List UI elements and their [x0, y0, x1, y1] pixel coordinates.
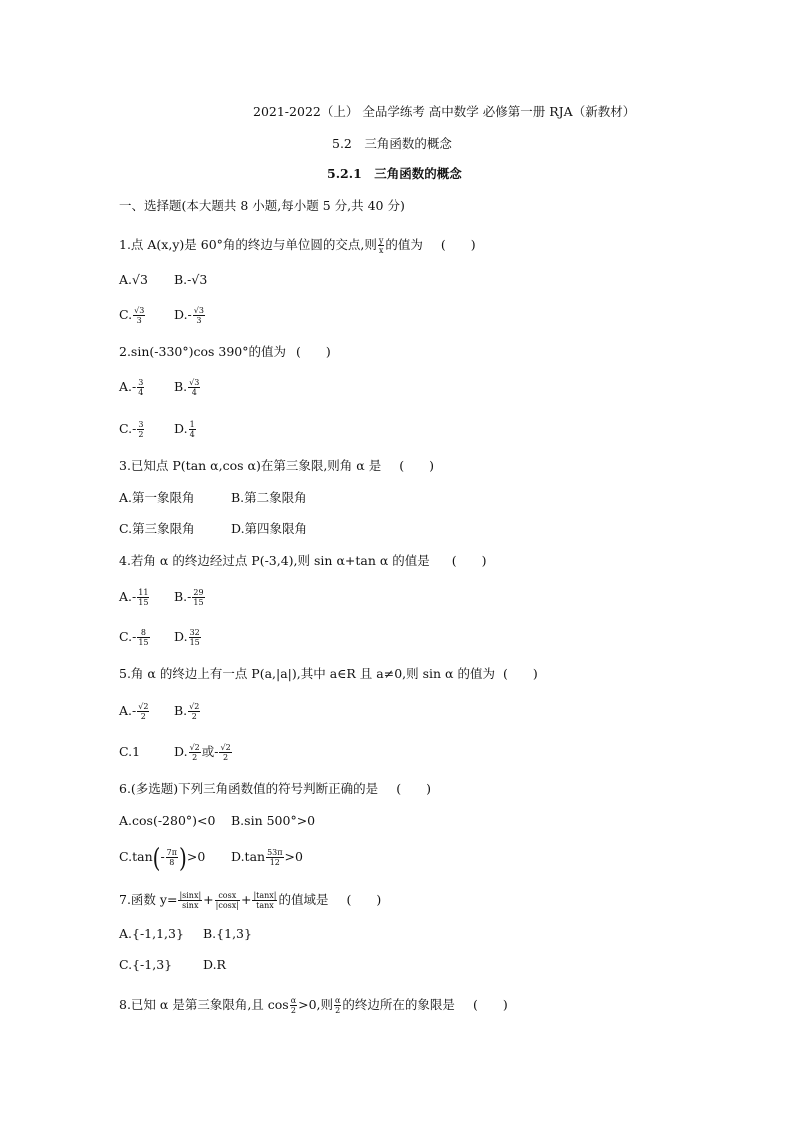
- q4-c-prefix: C.-: [119, 629, 137, 644]
- q7-plus-1: +: [203, 892, 214, 907]
- q5-a-num: √2: [138, 702, 149, 711]
- q4-option-c: [119, 628, 174, 647]
- q7-option-c: C.{-1,3}: [119, 957, 173, 972]
- q4-c-num: 8: [137, 628, 149, 638]
- q5-a-fraction: [137, 702, 149, 721]
- part-title: 一、选择题(本大题共 8 小题,每小题 5 分,共 40 分): [119, 198, 405, 213]
- section-heading: 5.2 三角函数的概念: [332, 136, 452, 151]
- q2-a-prefix: A.-: [119, 379, 137, 394]
- q1-d-num: √3: [193, 306, 204, 315]
- question-5-options-cd: [119, 743, 233, 762]
- question-4-options-ab: [119, 588, 206, 607]
- q5-b-num: √2: [189, 702, 200, 711]
- q6-c-sign: -: [160, 849, 165, 864]
- question-1-stem: [119, 236, 476, 255]
- question-3-options-ab: [119, 490, 307, 506]
- q2-b-fraction: [188, 378, 200, 397]
- q1-c-fraction: [133, 306, 145, 325]
- question-3-options-cd: [119, 521, 307, 537]
- q6-option-a: A.cos(-280°)<0: [119, 813, 216, 828]
- q7-f2-num: cosx: [215, 891, 240, 901]
- q7-option-a: A.{-1,1,3}: [119, 926, 184, 941]
- q2-c-fraction: [137, 420, 144, 439]
- q7-f1-num: |sinx|: [179, 891, 202, 900]
- q4-option-b: [174, 588, 206, 607]
- q4-b-den: 15: [193, 598, 204, 607]
- q8-stem-start: 8.已知 α 是第三象限角,且 cos: [119, 997, 289, 1012]
- q2-d-fraction: [189, 420, 196, 439]
- q1-c-prefix: C.: [119, 307, 133, 322]
- q4-a-den: 15: [138, 598, 149, 607]
- q5-a-den: 2: [140, 712, 146, 721]
- q4-d-fraction: [189, 628, 201, 647]
- q4-d-prefix: D.: [174, 629, 188, 644]
- q2-option-a: [119, 378, 174, 397]
- q1-frac-den: x: [378, 246, 384, 255]
- q6-c-fraction: [166, 848, 178, 867]
- q1-d-den: 3: [196, 316, 202, 325]
- q1-d-fraction: [193, 306, 205, 325]
- q4-a-fraction: [137, 588, 149, 607]
- q4-d-num: 32: [189, 628, 200, 637]
- q1-option-a: A.√3: [119, 272, 148, 287]
- q6-stem-text: 6.(多选题)下列三角函数值的符号判断正确的是: [119, 781, 379, 796]
- q7-fraction-2: [215, 891, 240, 910]
- q3-option-c: C.第三象限角: [119, 521, 195, 536]
- q4-option-a: [119, 588, 174, 607]
- q6-option-b: B.sin 500°>0: [231, 813, 316, 828]
- q4-option-d: [174, 628, 202, 647]
- q5-a-prefix: A.-: [119, 703, 137, 718]
- q2-option-b: [174, 378, 201, 397]
- q1-option-d: [174, 306, 206, 325]
- q8-stem-end: 的终边所在的象限是: [342, 997, 455, 1012]
- q7-fraction-1: [178, 891, 202, 910]
- q1-c-den: 3: [136, 316, 142, 325]
- q6-d-den: 12: [269, 858, 280, 867]
- q4-answer-blank: ( ): [451, 553, 487, 568]
- q6-option-d: [231, 848, 303, 867]
- q5-option-c: C.1: [119, 744, 141, 759]
- q7-f3-den: tanx: [256, 901, 274, 910]
- q2-d-prefix: D.: [174, 421, 188, 436]
- q5-b-fraction: [188, 702, 200, 721]
- q7-answer-blank: ( ): [346, 892, 382, 907]
- q7-option-d: D.R: [203, 957, 226, 972]
- q6-d-prefix: D.tan: [231, 849, 266, 864]
- q4-d-den: 15: [189, 638, 200, 647]
- book-header: 2021-2022（上） 全品学练考 高中数学 必修第一册 RJA（新教材）: [253, 104, 636, 119]
- q8-f2-num: α: [335, 996, 341, 1005]
- q3-stem-text: 3.已知点 P(tan α,cos α)在第三象限,则角 α 是: [119, 458, 382, 473]
- q5-b-prefix: B.: [174, 703, 188, 718]
- question-7-stem: [119, 891, 381, 910]
- q1-answer-blank: ( ): [440, 237, 476, 252]
- q6-c-left-paren: (: [152, 841, 161, 874]
- q5-d-or: 或-: [201, 744, 219, 759]
- question-4-stem: [119, 553, 487, 569]
- q2-d-den: 4: [189, 430, 195, 439]
- q5-d-num-1: √2: [189, 743, 200, 752]
- q4-a-prefix: A.-: [119, 589, 137, 604]
- q3-answer-blank: ( ): [399, 458, 434, 473]
- q2-a-num: 3: [138, 378, 144, 387]
- q1-stem-start: 1.点 A(x,y)是 60°角的终边与单位圆的交点,则: [119, 237, 377, 252]
- question-7-options-ab: [119, 926, 252, 942]
- q7-stem-start: 7.函数 y=: [119, 892, 178, 907]
- q4-b-num: 29: [193, 588, 204, 597]
- q5-option-b: [174, 702, 201, 721]
- q6-c-den: 8: [169, 858, 175, 867]
- q6-d-fraction: [266, 848, 283, 867]
- q4-stem-text: 4.若角 α 的终边经过点 P(-3,4),则 sin α+tan α 的值是: [119, 553, 430, 568]
- q2-c-prefix: C.-: [119, 421, 137, 436]
- q4-a-num: 11: [138, 588, 149, 597]
- q8-stem-middle: >0,则: [298, 997, 334, 1012]
- q6-d-suffix: >0: [284, 849, 303, 864]
- q7-f1-den: sinx: [182, 901, 199, 910]
- q2-d-num: 1: [189, 420, 195, 429]
- q4-b-prefix: B.-: [174, 589, 192, 604]
- question-5-options-ab: [119, 702, 201, 721]
- q1-option-b: B.-√3: [174, 272, 208, 287]
- q2-a-fraction: [137, 378, 144, 397]
- q1-d-prefix: D.-: [174, 307, 192, 322]
- q4-c-fraction: [137, 628, 149, 647]
- q7-plus-2: +: [240, 892, 252, 907]
- q5-d-den-1: 2: [192, 753, 198, 762]
- q5-stem-text: 5.角 α 的终边上有一点 P(a,|a|),其中 a∈R 且 a≠0,则 sin α 的值为: [119, 666, 495, 681]
- q5-d-fraction-2: [219, 743, 231, 762]
- q5-option-a: [119, 702, 174, 721]
- question-2-options-ab: [119, 378, 201, 397]
- q8-f2-den: 2: [335, 1006, 341, 1015]
- subsection-heading: 5.2.1 三角函数的概念: [327, 166, 462, 181]
- q2-option-c: [119, 420, 174, 439]
- q5-d-den-2: 2: [223, 753, 229, 762]
- question-7-options-cd: [119, 957, 226, 973]
- q2-b-den: 4: [191, 388, 197, 397]
- q2-option-d: [174, 420, 197, 439]
- q6-c-prefix: C.tan: [119, 849, 153, 864]
- q4-c-den: 15: [138, 638, 149, 647]
- q7-f3-num: |tanx|: [253, 891, 277, 900]
- q1-stem-end: 的值为: [385, 237, 423, 252]
- question-1-options-ab: [119, 272, 207, 288]
- q6-option-c: [119, 841, 231, 874]
- q4-b-fraction: [192, 588, 204, 607]
- q1-frac-num: y: [378, 236, 384, 245]
- question-8-stem: [119, 996, 508, 1015]
- q6-c-suffix: >0: [186, 849, 206, 864]
- q3-option-b: B.第二象限角: [231, 490, 307, 505]
- question-3-stem: [119, 458, 434, 474]
- q8-f1-num: α: [290, 996, 297, 1005]
- q7-option-b: B.{1,3}: [203, 926, 252, 941]
- q8-fraction-1: [290, 996, 297, 1015]
- question-2-stem: [119, 344, 331, 360]
- q1-c-num: √3: [134, 306, 145, 315]
- q2-answer-blank: ( ): [296, 344, 331, 359]
- q2-c-den: 2: [138, 430, 144, 439]
- q5-answer-blank: ( ): [502, 666, 538, 681]
- question-2-options-cd: [119, 420, 197, 439]
- q5-b-den: 2: [191, 712, 197, 721]
- question-4-options-cd: [119, 628, 202, 647]
- q6-c-num: 7π: [166, 848, 178, 857]
- q1-fraction: [378, 236, 385, 255]
- q5-option-d: [174, 743, 233, 762]
- q7-fraction-3: [252, 891, 277, 910]
- q3-option-a: A.第一象限角: [119, 490, 195, 505]
- q1-option-c: [119, 306, 174, 325]
- q7-f2-den: |cosx|: [215, 901, 239, 910]
- q3-option-d: D.第四象限角: [231, 521, 308, 536]
- q8-fraction-2: [334, 996, 341, 1015]
- q2-stem-text: 2.sin(-330°)cos 390°的值为: [119, 344, 286, 359]
- question-6-options-cd: [119, 841, 303, 874]
- q6-d-num: 53π: [267, 848, 283, 857]
- q2-a-den: 4: [138, 388, 144, 397]
- q8-f1-den: 2: [290, 1006, 296, 1015]
- q5-d-num-2: √2: [220, 743, 231, 752]
- question-6-stem: [119, 781, 431, 797]
- question-6-options-ab: [119, 813, 315, 829]
- q2-b-prefix: B.: [174, 379, 188, 394]
- q2-b-num: √3: [189, 378, 200, 387]
- question-1-options-cd: [119, 306, 206, 325]
- q7-stem-end: 的值域是: [278, 892, 329, 907]
- q6-c-right-paren: ): [179, 841, 187, 874]
- q5-d-prefix: D.: [174, 744, 188, 759]
- q6-answer-blank: ( ): [396, 781, 431, 796]
- q8-answer-blank: ( ): [472, 997, 508, 1012]
- q5-d-fraction-1: [189, 743, 201, 762]
- question-5-stem: [119, 666, 538, 682]
- q2-c-num: 3: [138, 420, 144, 429]
